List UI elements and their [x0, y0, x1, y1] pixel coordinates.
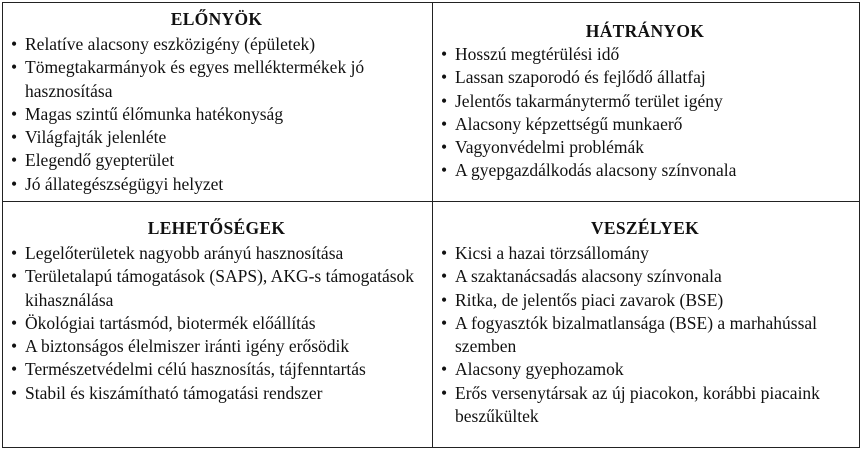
bullet-icon: • [11, 382, 18, 403]
bullet-icon: • [11, 173, 18, 194]
list-item: • Kicsi a hazai törzsállomány [441, 242, 849, 265]
bullet-icon: • [441, 289, 448, 310]
strengths-cell [3, 3, 433, 202]
bullet-icon: • [441, 44, 448, 64]
list-item: • Elegendő gyepterület [11, 149, 422, 172]
bullet-icon: • [11, 57, 18, 78]
list-item: • A biztonságos élelmiszer iránti igény erősödik [11, 335, 422, 358]
bullet-icon: • [11, 336, 18, 357]
bullet-icon: • [441, 113, 448, 134]
list-item: • Területalapú támogatások (SAPS), AKG-s támogatások kihasználása [11, 266, 415, 310]
threats-heading: VESZÉLYEK [590, 218, 700, 238]
list-item: • Természetvédelmi célú hasznosítás, tájfenntartás [11, 358, 422, 381]
threats-list [441, 242, 849, 428]
list-item: • Hosszú megtérülési idő [441, 43, 849, 66]
list-item: • A gyepgazdálkodás alacsony színvonala [441, 159, 849, 182]
list-item: • Világfajták jelenléte [11, 126, 422, 149]
list-item: • Magas szintű élőmunka hatékonyság [11, 103, 422, 126]
list-item: • A fogyasztók bizalmatlansága (BSE) a marhahússal szemben [441, 312, 818, 357]
bullet-icon: • [11, 127, 18, 148]
strengths-heading: ELŐNYÖK [170, 9, 263, 29]
bullet-icon: • [441, 312, 448, 333]
list-item: • Ritka, de jelentős piaci zavarok (BSE) [441, 289, 849, 312]
bullet-icon: • [11, 34, 18, 54]
weaknesses-cell [433, 3, 859, 202]
list-item: • Legelőterületek nagyobb arányú hasznosítása [11, 242, 422, 265]
bullet-icon: • [11, 103, 18, 124]
list-item: • A szaktanácsadás alacsony színvonala [441, 265, 849, 288]
bullet-icon: • [11, 359, 18, 380]
bullet-icon: • [441, 243, 448, 263]
opportunities-heading: LEHETŐSÉGEK [147, 218, 286, 238]
bullet-icon: • [441, 266, 448, 287]
bullet-icon: • [11, 150, 18, 171]
list-item: • Tömegtakarmányok és egyes melléktermékek jó hasznosítása [11, 57, 365, 101]
list-item: • Jelentős takarmánytermő terület igény [441, 90, 849, 113]
bullet-icon: • [441, 382, 448, 403]
list-item: • Relatíve alacsony eszközigény (épületek) [11, 33, 422, 56]
opportunities-list [11, 242, 422, 405]
list-item: • Jó állategészségügyi helyzet [11, 173, 422, 196]
bullet-icon: • [11, 312, 18, 333]
list-item: • Vagyonvédelmi problémák [441, 136, 849, 159]
list-item: • Alacsony gyephozamok [441, 358, 849, 381]
opportunities-cell [3, 202, 433, 447]
weaknesses-heading: HÁTRÁNYOK [585, 21, 705, 41]
threats-cell [433, 202, 859, 447]
list-item: • Stabil és kiszámítható támogatási rendszer [11, 382, 422, 405]
bullet-icon: • [11, 243, 18, 263]
list-item: • Alacsony képzettségű munkaerő [441, 113, 849, 136]
list-item: • Lassan szaporodó és fejlődő állatfaj [441, 66, 849, 89]
bullet-icon: • [441, 67, 448, 88]
bullet-icon: • [441, 90, 448, 111]
strengths-list [11, 33, 422, 196]
list-item: • Ökológiai tartásmód, biotermék előállítás [11, 312, 422, 335]
bullet-icon: • [441, 359, 448, 380]
swot-table [2, 2, 860, 448]
bullet-icon: • [11, 266, 18, 287]
bullet-icon: • [441, 137, 448, 158]
weaknesses-list [441, 43, 849, 183]
list-item: • Erős versenytársak az új piacokon, korábbi piacaink beszűkültek [441, 382, 820, 427]
bullet-icon: • [441, 160, 448, 181]
